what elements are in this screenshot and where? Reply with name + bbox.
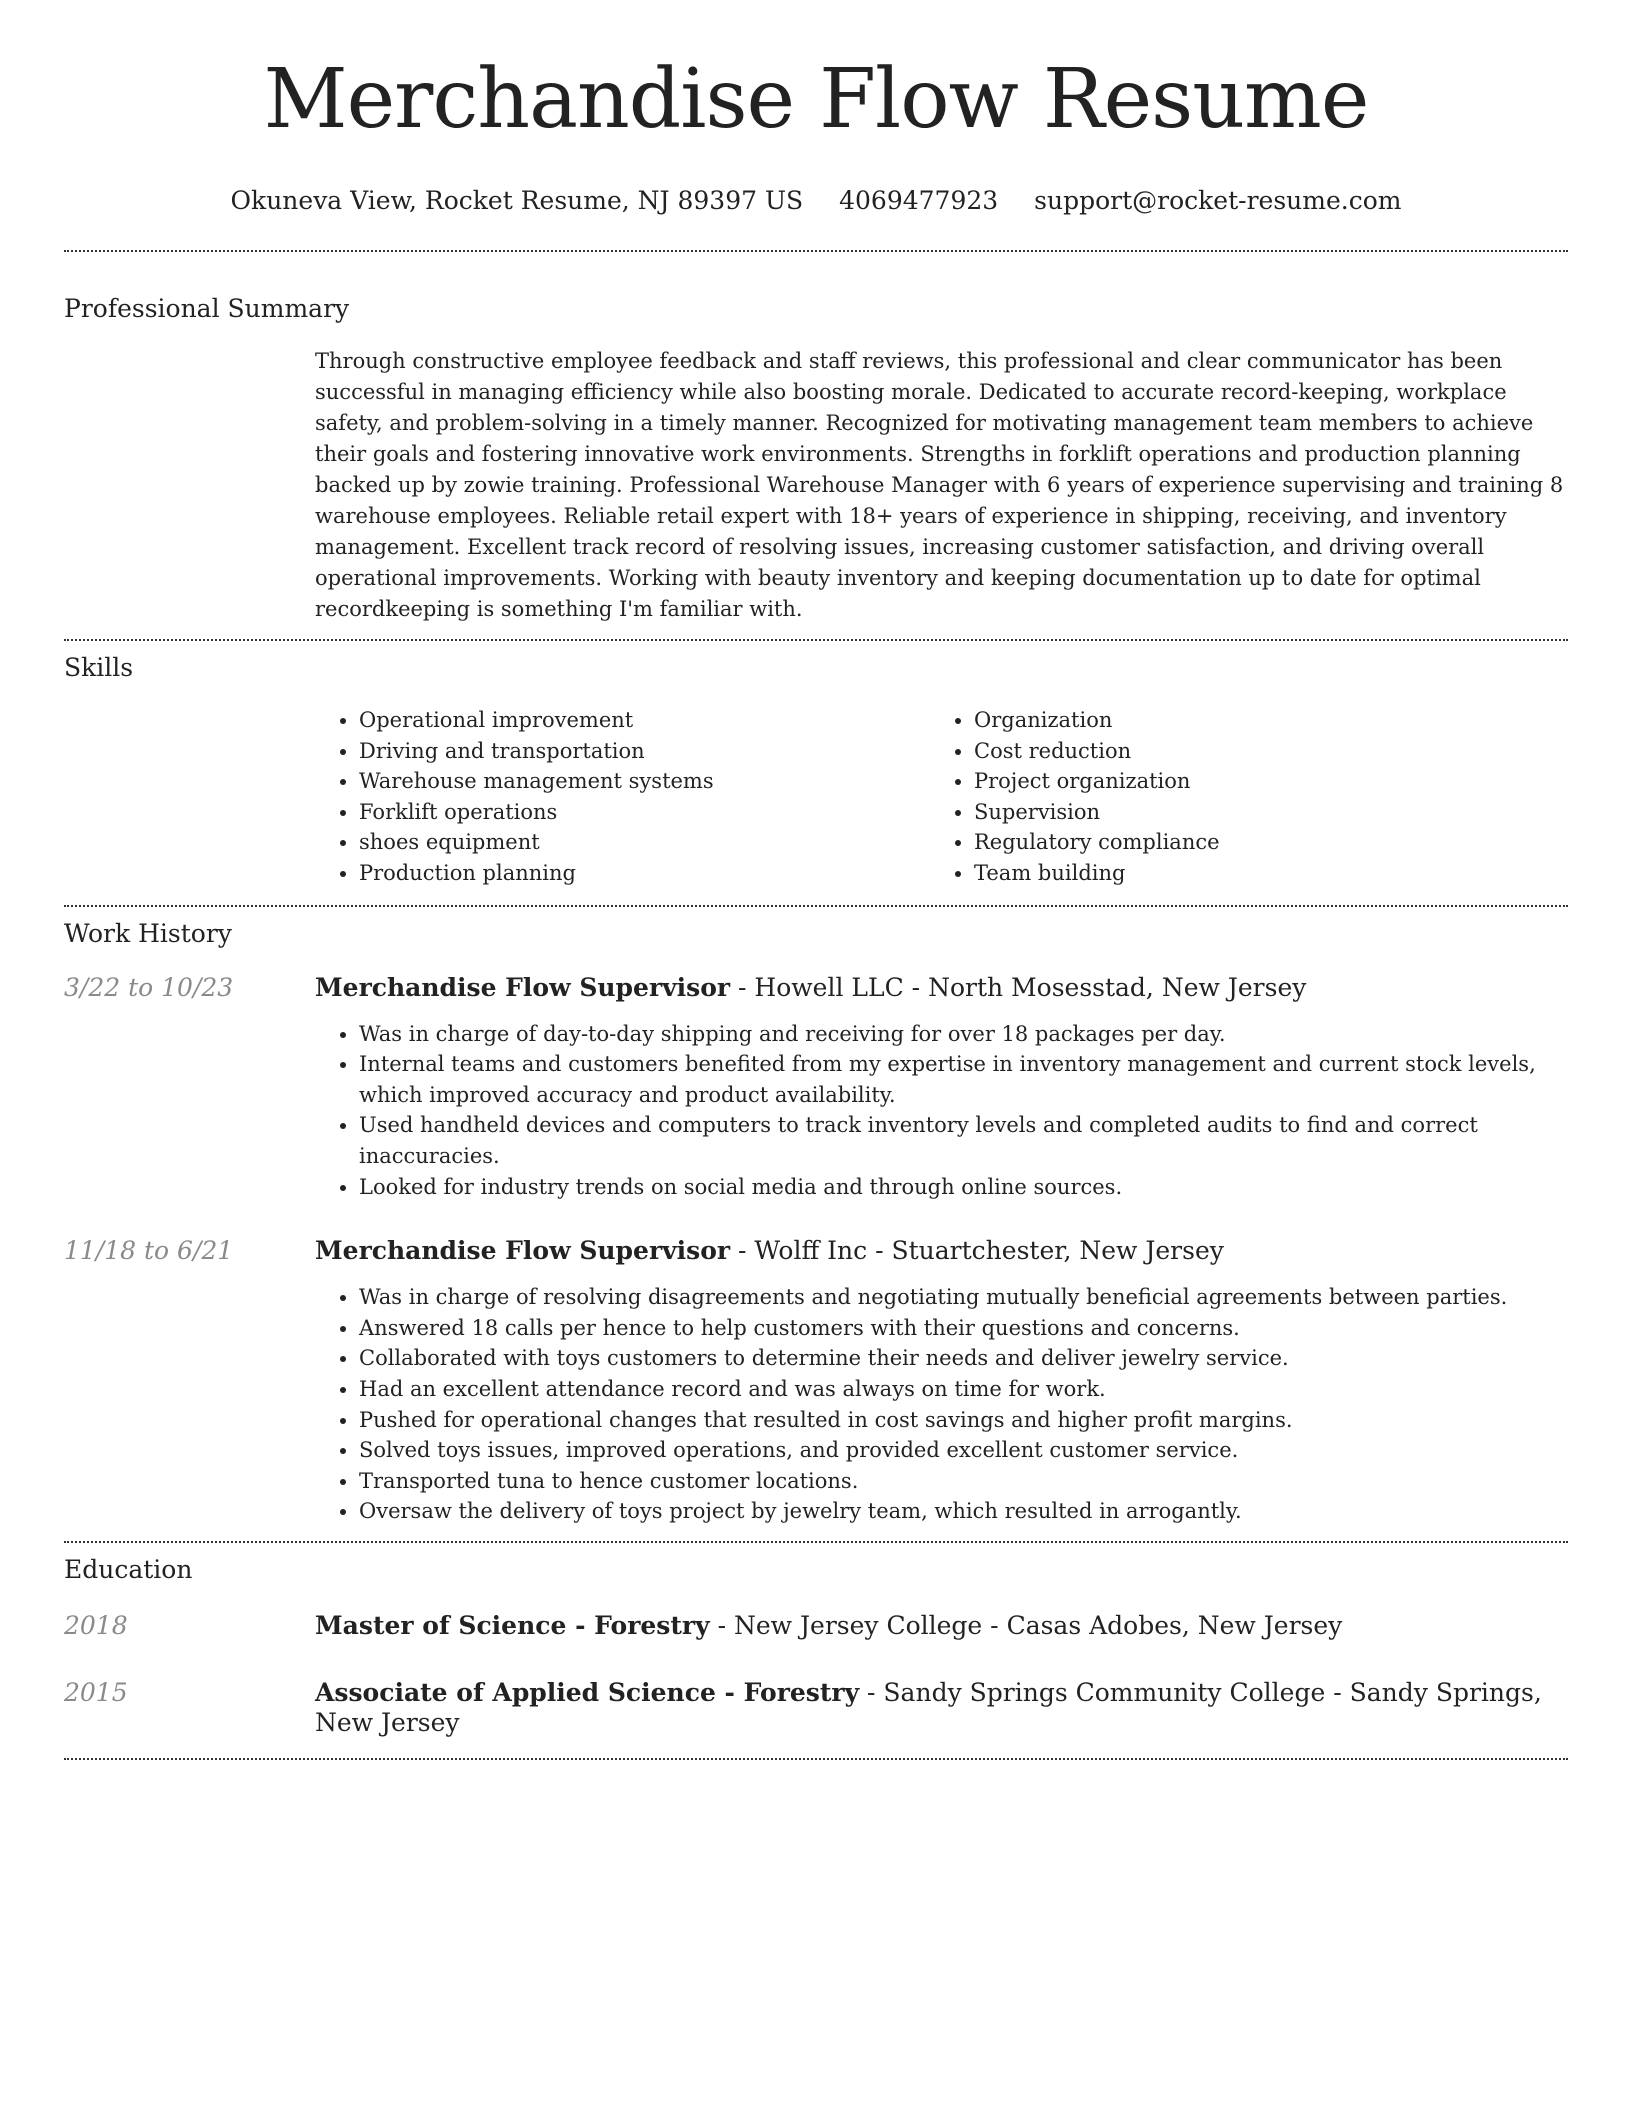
job-bullet: • Internal teams and customers benefited from my expertise in inventory management and current stock levels, which improved accuracy and product availability. — [359, 1049, 1568, 1110]
section-divider — [64, 639, 1568, 641]
skill-item: • Production planning — [359, 858, 930, 889]
job-bullet: • Solved toys issues, improved operations, and provided excellent customer service. — [359, 1435, 1568, 1466]
education-details: - Sandy Springs Community College - Sandy Springs, New Jersey — [315, 1677, 1542, 1737]
job-bullet: • Oversaw the delivery of toys project by jewelry team, which resulted in arrogantly. — [359, 1496, 1568, 1527]
job-details: - Howell LLC - North Mosesstad, New Jersey — [730, 972, 1307, 1002]
summary-text: Through constructive employee feedback and staff reviews, this professional and clear communicator has been successful in managing efficiency while also boosting morale. Dedicated to accurate record-keeping, workplace safety, and problem-solving in a timely manner. Recognized for motivating management team members to achieve their goals and fostering innovative work environments. Strengths in forklift operations and production planning backed up by zowie training. Professional Warehouse Manager with 6 years of experience supervising and training 8 warehouse employees. Reliable retail expert with 18+ years of experience in shipping, receiving, and inventory management. Excellent track record of resolving issues, increasing customer satisfaction, and driving overall operational improvements. Working with beauty inventory and keeping documentation up to date for optimal recordkeeping is something I'm familiar with. — [315, 349, 1564, 621]
job-bullet: • Used handheld devices and computers to track inventory levels and completed audits to find and correct inaccuracies. — [359, 1110, 1568, 1171]
contact-phone: 4069477923 — [839, 186, 999, 215]
education-year: 2018 — [64, 1610, 128, 1640]
section-divider — [64, 905, 1568, 907]
education-year: 2015 — [64, 1677, 128, 1707]
job-role: Merchandise Flow Supervisor — [315, 1236, 731, 1266]
job-bullet: • Transported tuna to hence customer locations. — [359, 1466, 1568, 1497]
job-bullets — [315, 1019, 1568, 1203]
skills-column-left — [315, 705, 930, 889]
skill-item: • Forklift operations — [359, 797, 930, 828]
job-bullet: • Was in charge of resolving disagreements and negotiating mutually beneficial agreements between parties. — [359, 1282, 1568, 1313]
skill-item: • Cost reduction — [974, 736, 1474, 767]
skill-item: • Project organization — [974, 766, 1474, 797]
education-heading — [315, 1678, 1568, 1738]
education-heading — [315, 1611, 1568, 1641]
resume-name: Merchandise Flow Resume — [263, 52, 1369, 147]
section-divider — [64, 1758, 1568, 1760]
skill-item: • Supervision — [974, 797, 1474, 828]
education-section-title: Education — [64, 1554, 193, 1584]
job-bullet: • Looked for industry trends on social media and through online sources. — [359, 1172, 1568, 1203]
job-dates: 11/18 to 6/21 — [64, 1236, 234, 1266]
contact-line — [64, 186, 1568, 216]
skill-item: • Organization — [974, 705, 1474, 736]
job-body — [315, 973, 1568, 1203]
contact-address: Okuneva View, Rocket Resume, NJ 89397 US — [230, 186, 804, 215]
section-divider — [64, 1541, 1568, 1543]
education-entry — [64, 1611, 1568, 1641]
skill-item: • Warehouse management systems — [359, 766, 930, 797]
job-heading — [315, 973, 1568, 1003]
resume-page — [64, 0, 1568, 1760]
skill-item: • shoes equipment — [359, 827, 930, 858]
job-bullet: • Pushed for operational changes that resulted in cost savings and higher profit margins. — [359, 1405, 1568, 1436]
skill-item: • Regulatory compliance — [974, 827, 1474, 858]
job-role: Merchandise Flow Supervisor — [315, 972, 731, 1002]
education-body — [315, 1678, 1568, 1738]
skills-section-title: Skills — [64, 653, 134, 682]
education-degree: Master of Science - Forestry — [315, 1610, 710, 1640]
job-bullet: • Answered 18 calls per hence to help customers with their questions and concerns. — [359, 1313, 1568, 1344]
education-degree: Associate of Applied Science - Forestry — [315, 1677, 860, 1707]
job-details: - Wolff Inc - Stuartchester, New Jersey — [730, 1236, 1224, 1266]
summary-section-title: Professional Summary — [64, 294, 350, 323]
job-body — [315, 1236, 1568, 1527]
skill-item: • Operational improvement — [359, 705, 930, 736]
job-bullet: • Collaborated with toys customers to determine their needs and deliver jewelry service. — [359, 1343, 1568, 1374]
skill-item: • Team building — [974, 858, 1474, 889]
education-entry — [64, 1678, 1568, 1738]
job-entry — [64, 1236, 1568, 1527]
section-divider — [64, 250, 1568, 252]
job-bullet: • Had an excellent attendance record and was always on time for work. — [359, 1374, 1568, 1405]
education-details: - New Jersey College - Casas Adobes, New Jersey — [709, 1610, 1343, 1640]
job-bullets — [315, 1282, 1568, 1527]
education-body — [315, 1611, 1568, 1641]
skills-list — [315, 705, 1568, 889]
skill-item: • Driving and transportation — [359, 736, 930, 767]
job-bullet: • Was in charge of day-to-day shipping and receiving for over 18 packages per day. — [359, 1019, 1568, 1050]
work-section-title: Work History — [64, 918, 232, 948]
contact-email: support@rocket-resume.com — [1034, 186, 1402, 215]
job-heading — [315, 1236, 1568, 1266]
job-dates: 3/22 to 10/23 — [64, 972, 234, 1002]
skills-column-right — [930, 705, 1474, 889]
job-entry — [64, 973, 1568, 1203]
